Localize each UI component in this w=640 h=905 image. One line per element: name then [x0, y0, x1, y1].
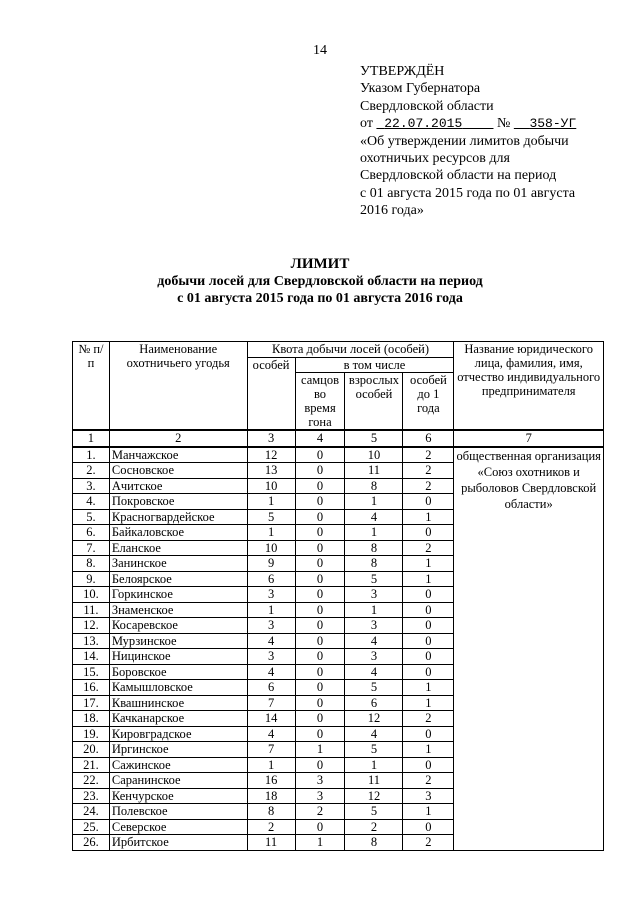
row-number: 9. — [73, 571, 110, 587]
row-number: 8. — [73, 556, 110, 572]
quota-young: 0 — [403, 618, 454, 634]
hunting-ground-name: Косаревское — [109, 618, 247, 634]
quota-total: 9 — [247, 556, 295, 572]
title-heading: ЛИМИТ — [290, 256, 350, 272]
quota-adults: 4 — [345, 509, 403, 525]
quota-males: 0 — [295, 571, 345, 587]
quota-adults: 8 — [345, 835, 403, 851]
column-number: 1 — [73, 430, 110, 447]
quota-adults: 5 — [345, 742, 403, 758]
quota-males: 0 — [295, 680, 345, 696]
approval-line: Указом Губернатора — [360, 81, 481, 97]
quota-adults: 5 — [345, 680, 403, 696]
hunting-ground-name: Кенчурское — [109, 788, 247, 804]
quota-total: 10 — [247, 540, 295, 556]
hunting-ground-name: Манчажское — [109, 447, 247, 463]
quota-young: 1 — [403, 556, 454, 572]
hunting-ground-name: Боровское — [109, 664, 247, 680]
hunting-ground-name: Качканарское — [109, 711, 247, 727]
quota-adults: 8 — [345, 540, 403, 556]
row-number: 11. — [73, 602, 110, 618]
quota-adults: 12 — [345, 711, 403, 727]
header-total: особей — [247, 357, 295, 430]
quota-males: 0 — [295, 509, 345, 525]
header-quota: Квота добычи лосей (особей) — [247, 342, 454, 358]
quota-total: 1 — [247, 602, 295, 618]
quota-total: 5 — [247, 509, 295, 525]
quota-adults: 3 — [345, 618, 403, 634]
quota-young: 1 — [403, 571, 454, 587]
quota-males: 0 — [295, 664, 345, 680]
hunting-ground-name: Ачитское — [109, 478, 247, 494]
quota-young: 0 — [403, 633, 454, 649]
quota-adults: 2 — [345, 819, 403, 835]
hunting-ground-name: Красногвардейское — [109, 509, 247, 525]
quota-young: 0 — [403, 602, 454, 618]
quota-males: 0 — [295, 478, 345, 494]
decree-date: 22.07.2015 — [384, 116, 463, 132]
quota-young: 0 — [403, 587, 454, 603]
hunting-ground-name: Иргинское — [109, 742, 247, 758]
quota-adults: 11 — [345, 463, 403, 479]
quota-young: 0 — [403, 649, 454, 665]
hunting-ground-name: Байкаловское — [109, 525, 247, 541]
quota-young: 2 — [403, 711, 454, 727]
column-number: 3 — [247, 430, 295, 447]
hunting-ground-name: Саранинское — [109, 773, 247, 789]
row-number: 19. — [73, 726, 110, 742]
quota-males: 3 — [295, 773, 345, 789]
approval-line: Свердловской области — [360, 98, 494, 114]
header-num: № п/п — [73, 342, 110, 431]
column-number: 2 — [109, 430, 247, 447]
quota-males: 0 — [295, 649, 345, 665]
quota-total: 2 — [247, 819, 295, 835]
quota-young: 2 — [403, 478, 454, 494]
hunting-ground-name: Северское — [109, 819, 247, 835]
row-number: 13. — [73, 633, 110, 649]
quota-young: 1 — [403, 509, 454, 525]
quota-total: 13 — [247, 463, 295, 479]
quota-adults: 11 — [345, 773, 403, 789]
decree-title-line: охотничьих ресурсов для — [360, 151, 510, 167]
row-number: 18. — [73, 711, 110, 727]
quota-males: 1 — [295, 835, 345, 851]
quota-young: 1 — [403, 695, 454, 711]
row-number: 17. — [73, 695, 110, 711]
quota-total: 3 — [247, 587, 295, 603]
approval-block — [360, 63, 576, 220]
document-title — [0, 256, 640, 307]
quota-total: 16 — [247, 773, 295, 789]
quota-young: 2 — [403, 447, 454, 463]
quota-young: 2 — [403, 540, 454, 556]
page-number: 14 — [313, 43, 327, 58]
quota-adults: 4 — [345, 726, 403, 742]
quota-young: 2 — [403, 773, 454, 789]
header-entity: Название юридического лица, фамилия, имя, отчество индивидуального предпринимателя — [454, 342, 604, 431]
quota-young: 1 — [403, 804, 454, 820]
quota-total: 6 — [247, 680, 295, 696]
quota-males: 2 — [295, 804, 345, 820]
decree-title-line: 2016 года» — [360, 203, 424, 219]
quota-total: 18 — [247, 788, 295, 804]
hunting-ground-name: Знаменское — [109, 602, 247, 618]
quota-males: 0 — [295, 633, 345, 649]
quota-males: 0 — [295, 726, 345, 742]
hunting-ground-name: Белоярское — [109, 571, 247, 587]
quota-adults: 1 — [345, 757, 403, 773]
row-number: 7. — [73, 540, 110, 556]
row-number: 1. — [73, 447, 110, 463]
quota-total: 14 — [247, 711, 295, 727]
column-number: 7 — [454, 430, 604, 447]
quota-males: 0 — [295, 819, 345, 835]
column-number: 4 — [295, 430, 345, 447]
column-number: 5 — [345, 430, 403, 447]
quota-males: 0 — [295, 494, 345, 510]
quota-males: 0 — [295, 540, 345, 556]
row-number: 24. — [73, 804, 110, 820]
row-number: 10. — [73, 587, 110, 603]
quota-total: 4 — [247, 664, 295, 680]
quota-adults: 3 — [345, 649, 403, 665]
decree-title-line: Свердловской области на период — [360, 168, 557, 184]
quota-total: 1 — [247, 757, 295, 773]
row-number: 12. — [73, 618, 110, 634]
hunting-ground-name: Сажинское — [109, 757, 247, 773]
quota-males: 0 — [295, 556, 345, 572]
quota-total: 3 — [247, 649, 295, 665]
row-number: 14. — [73, 649, 110, 665]
quota-total: 8 — [247, 804, 295, 820]
quota-total: 4 — [247, 726, 295, 742]
quota-adults: 5 — [345, 571, 403, 587]
quota-total: 7 — [247, 742, 295, 758]
quota-adults: 4 — [345, 664, 403, 680]
header-including: в том числе — [295, 357, 454, 373]
quota-total: 3 — [247, 618, 295, 634]
quota-young: 1 — [403, 680, 454, 696]
hunting-ground-name: Ирбитское — [109, 835, 247, 851]
quota-males: 0 — [295, 463, 345, 479]
quota-young: 0 — [403, 819, 454, 835]
hunting-ground-name: Ницинское — [109, 649, 247, 665]
hunting-ground-name: Квашнинское — [109, 695, 247, 711]
quota-males: 0 — [295, 602, 345, 618]
row-number: 25. — [73, 819, 110, 835]
quota-males: 0 — [295, 695, 345, 711]
quota-males: 1 — [295, 742, 345, 758]
hunting-ground-name: Камышловское — [109, 680, 247, 696]
header-males: самцов во время гона — [295, 373, 345, 431]
date-prefix: от — [360, 116, 373, 132]
quota-males: 0 — [295, 587, 345, 603]
header-young: особей до 1 года — [403, 373, 454, 431]
row-number: 26. — [73, 835, 110, 851]
quota-total: 10 — [247, 478, 295, 494]
quota-young: 0 — [403, 726, 454, 742]
quota-young: 0 — [403, 525, 454, 541]
quota-adults: 12 — [345, 788, 403, 804]
row-number: 16. — [73, 680, 110, 696]
quota-total: 1 — [247, 494, 295, 510]
approval-line: УТВЕРЖДЁН — [360, 64, 445, 79]
decree-number: 358-УГ — [529, 116, 577, 132]
quota-adults: 4 — [345, 633, 403, 649]
quota-males: 3 — [295, 788, 345, 804]
row-number: 23. — [73, 788, 110, 804]
quota-males: 0 — [295, 447, 345, 463]
row-number: 21. — [73, 757, 110, 773]
quota-young: 2 — [403, 463, 454, 479]
quota-adults: 10 — [345, 447, 403, 463]
quota-total: 11 — [247, 835, 295, 851]
row-number: 20. — [73, 742, 110, 758]
row-number: 15. — [73, 664, 110, 680]
row-number: 6. — [73, 525, 110, 541]
number-prefix: № — [496, 116, 511, 132]
quota-adults: 8 — [345, 556, 403, 572]
row-number: 2. — [73, 463, 110, 479]
quota-total: 4 — [247, 633, 295, 649]
quota-young: 0 — [403, 494, 454, 510]
quota-total: 6 — [247, 571, 295, 587]
quota-young: 0 — [403, 757, 454, 773]
hunting-ground-name: Горкинское — [109, 587, 247, 603]
quota-adults: 1 — [345, 602, 403, 618]
quota-young: 1 — [403, 742, 454, 758]
column-number: 6 — [403, 430, 454, 447]
header-adults: взрослых особей — [345, 373, 403, 431]
row-number: 22. — [73, 773, 110, 789]
hunting-ground-name: Кировградское — [109, 726, 247, 742]
hunting-ground-name: Сосновское — [109, 463, 247, 479]
decree-title-line: «Об утверждении лимитов добычи — [360, 133, 569, 149]
quota-total: 12 — [247, 447, 295, 463]
title-line-2: с 01 августа 2015 года по 01 августа 2016 года — [177, 291, 463, 306]
header-name: Наименование охотничьего угодья — [109, 342, 247, 431]
quota-total: 1 — [247, 525, 295, 541]
row-number: 3. — [73, 478, 110, 494]
decree-title-line: с 01 августа 2015 года по 01 августа — [360, 185, 576, 201]
quota-males: 0 — [295, 525, 345, 541]
row-number: 4. — [73, 494, 110, 510]
table-row — [73, 447, 604, 463]
hunting-ground-name: Покровское — [109, 494, 247, 510]
row-number: 5. — [73, 509, 110, 525]
quota-total: 7 — [247, 695, 295, 711]
quota-males: 0 — [295, 618, 345, 634]
hunting-ground-name: Полевское — [109, 804, 247, 820]
quota-young: 0 — [403, 664, 454, 680]
hunting-ground-name: Еланское — [109, 540, 247, 556]
quota-young: 2 — [403, 835, 454, 851]
hunting-ground-name: Занинское — [109, 556, 247, 572]
organization-name: общественная организация «Союз охотников и рыболовов Свердловской области» — [454, 447, 604, 851]
quota-adults: 8 — [345, 478, 403, 494]
decree-date-number — [360, 115, 576, 132]
quota-adults: 5 — [345, 804, 403, 820]
quota-males: 0 — [295, 711, 345, 727]
quota-adults: 1 — [345, 525, 403, 541]
quota-adults: 1 — [345, 494, 403, 510]
hunting-ground-name: Мурзинское — [109, 633, 247, 649]
title-line-1: добычи лосей для Свердловской области на период — [157, 274, 483, 289]
quota-adults: 6 — [345, 695, 403, 711]
quota-males: 0 — [295, 757, 345, 773]
quota-adults: 3 — [345, 587, 403, 603]
limit-table — [72, 341, 604, 851]
quota-young: 3 — [403, 788, 454, 804]
